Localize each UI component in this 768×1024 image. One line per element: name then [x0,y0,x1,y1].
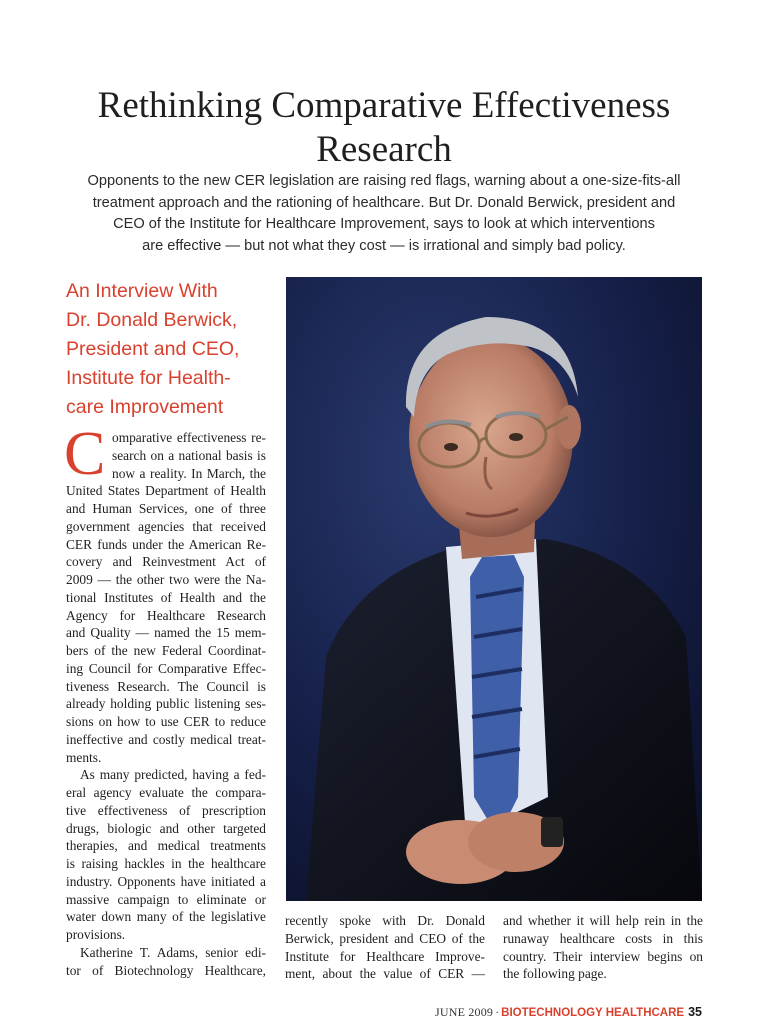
deck-line: CEO of the Institute for Healthcare Improvement, says to look at which interventions [113,216,655,233]
body-line: Berwick, president and CEO of the [285,930,485,946]
body-line: tor of Biotechnology Healthcare, [66,962,266,978]
body-line: runaway healthcare costs in this [503,930,703,946]
body-line: already holding public listening ses- [66,696,266,712]
body-line: and Quality — named the 15 mem- [66,625,266,641]
body-column-2 [285,912,485,983]
body-line: search on a national basis is [112,447,266,463]
body-line: United States Department of Health [66,483,266,499]
body-line: tiveness Research. The Council is [66,678,266,694]
body-line: ments. [66,749,102,765]
body-line: 2009 — the other two were the Na- [66,572,266,587]
body-line: therapies, and medical treatments [66,838,266,854]
body-line: the following page. [503,966,607,982]
portrait-photo [286,277,702,901]
body-line: tive effectiveness of prescription [66,802,266,818]
page-number: 35 [688,1005,702,1019]
body-line: and Human Services, one of three [66,501,266,516]
interview-heading-line: President and CEO, [66,338,240,360]
body-column-1 [66,429,266,979]
body-line: government agencies that received [66,518,266,534]
body-line: provisions. [66,927,126,942]
interview-heading-line: Dr. Donald Berwick, [66,309,238,331]
body-line: Institute for Healthcare Improve- [285,948,485,964]
body-line: industry. Opponents have initiated a [66,873,266,889]
title-line: Rethinking Comparative Effectiveness [97,85,671,126]
body-line: recently spoke with Dr. Donald [285,913,485,928]
body-column-3 [503,912,703,983]
body-line: ineffective and costly medical treat- [66,731,266,747]
body-line: ment, about the value of CER — [285,966,485,982]
body-line: CER funds under the American Re- [66,536,266,552]
body-line: tional Institutes of Health and the [66,589,266,605]
body-line: eral agency evaluate the compara- [66,785,266,800]
interview-heading-line: Institute for Health- [66,367,231,389]
body-line: As many predicted, having a fed- [80,767,266,783]
body-line: is raising hackles in the healthcare [66,856,266,871]
deck-line: treatment approach and the rationing of healthcare. But Dr. Donald Berwick, president and [92,194,676,211]
body-line: sions on how to use CER to reduce [66,714,266,729]
deck-line: are effective — but not what they cost — is irrational and simply bad policy. [142,237,626,254]
interview-heading-line: An Interview With [66,280,218,302]
body-line: bers of the new Federal Coordinat- [66,643,266,658]
body-line: country. Their interview begins on [503,948,703,964]
magazine-name: BIOTECHNOLOGY HEALTHCARE [501,1007,685,1019]
body-line: omparative effectiveness re- [112,430,266,445]
page-footer [435,1004,702,1021]
body-line: now a reality. In March, the [112,465,266,481]
article-title [40,84,728,172]
issue-date: JUNE 2009 [435,1005,494,1019]
portrait-illustration [286,277,702,901]
deck-line: Opponents to the new CER legislation are raising red flags, warning about a one-size-fits-all [87,173,681,189]
body-line: drugs, biologic and other targeted [66,820,266,836]
interview-heading-line: care Improvement [66,396,224,418]
footer-separator: · [495,1005,500,1019]
body-line: Agency for Healthcare Research [66,607,266,623]
body-line: covery and Reinvestment Act of [66,554,266,570]
body-line: massive campaign to eliminate or [66,891,266,907]
drop-cap: C [64,420,106,488]
interview-heading [66,277,276,422]
body-line: water down many of the legislative [66,909,266,925]
body-line: and whether it will help rein in the [503,913,703,928]
body-line: ing Council for Comparative Effec- [66,660,266,676]
body-line: Katherine T. Adams, senior edi- [80,944,266,960]
article-deck [60,171,708,257]
title-line: Research [316,129,452,170]
